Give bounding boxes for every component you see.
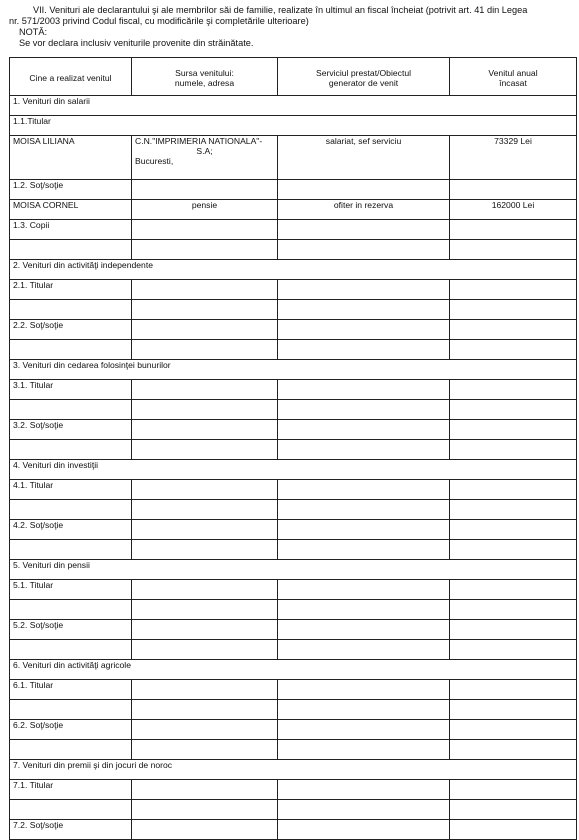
- empty-row: [10, 240, 577, 260]
- empty-row: [10, 640, 577, 660]
- empty-row: [10, 440, 577, 460]
- section-heading: 4. Venituri din investiţii: [10, 460, 577, 480]
- empty-row: [10, 300, 577, 320]
- section-heading: 1. Venituri din salarii: [10, 96, 577, 116]
- empty-row: [10, 500, 577, 520]
- subsection-heading: 6.2. Soţ/soţie: [10, 720, 132, 740]
- income-source: C.N."IMPRIMERIA NATIONALA"- S.A; Bucuresti,: [132, 136, 278, 180]
- section-row: [10, 660, 577, 680]
- note-label: NOTĂ:: [19, 27, 48, 37]
- empty-row: [10, 540, 577, 560]
- empty-row: [10, 700, 577, 720]
- income-holder-name: MOISA LILIANA: [10, 136, 132, 180]
- section-row: [10, 260, 577, 280]
- subsection-row: [10, 320, 577, 340]
- empty-row: [10, 600, 577, 620]
- subsection-row: [10, 480, 577, 500]
- subsection-heading: 2.2. Soţ/soţie: [10, 320, 132, 340]
- section-heading: 5. Venituri din pensii: [10, 560, 577, 580]
- section-title-line2: nr. 571/2003 privind Codul fiscal, cu modificările şi completările ulterioare): [9, 16, 309, 26]
- subsection-row: [10, 820, 577, 840]
- section-row: [10, 760, 577, 780]
- empty-row: [10, 400, 577, 420]
- section-heading: 7. Venituri din premii şi din jocuri de noroc: [10, 760, 577, 780]
- subsection-row: [10, 116, 577, 136]
- table-row: [10, 200, 577, 220]
- subsection-row: [10, 680, 577, 700]
- subsection-row: [10, 620, 577, 640]
- subsection-heading: 4.2. Soţ/soţie: [10, 520, 132, 540]
- note-text: Se vor declara inclusiv veniturile provenite din străinătate.: [19, 38, 254, 48]
- section-row: [10, 96, 577, 116]
- income-service: ofiter in rezerva: [278, 200, 450, 220]
- section-title-line1: VII. Venituri ale declarantului şi ale membrilor săi de familie, realizate în ultimul an fiscal încheiat (potrivit art. 41 din Legea: [33, 5, 528, 15]
- empty-row: [10, 340, 577, 360]
- header-row: [10, 58, 577, 96]
- income-amount: 73329 Lei: [450, 136, 577, 180]
- section-row: [10, 560, 577, 580]
- subsection-heading: 7.1. Titular: [10, 780, 132, 800]
- income-amount: 162000 Lei: [450, 200, 577, 220]
- section-row: [10, 360, 577, 380]
- subsection-heading: 5.2. Soţ/soţie: [10, 620, 132, 640]
- subsection-heading: 1.3. Copii: [10, 220, 132, 240]
- subsection-heading: 2.1. Titular: [10, 280, 132, 300]
- income-source: pensie: [132, 200, 278, 220]
- intro-block: [0, 0, 579, 60]
- header-service: Serviciul prestat/Obiectul generator de venit: [278, 58, 450, 96]
- subsection-row: [10, 380, 577, 400]
- header-who: Cine a realizat venitul: [10, 58, 132, 96]
- empty-row: [10, 740, 577, 760]
- subsection-row: [10, 280, 577, 300]
- subsection-heading: 4.1. Titular: [10, 480, 132, 500]
- subsection-row: [10, 420, 577, 440]
- subsection-row: [10, 780, 577, 800]
- subsection-row: [10, 580, 577, 600]
- section-heading: 2. Venituri din activităţi independente: [10, 260, 577, 280]
- table-row: [10, 136, 577, 180]
- empty-row: [10, 800, 577, 820]
- header-income: Venitul anual încasat: [450, 58, 577, 96]
- subsection-heading: 7.2. Soţ/soţie: [10, 820, 132, 840]
- header-source: Sursa venitului: numele, adresa: [132, 58, 278, 96]
- subsection-heading: 5.1. Titular: [10, 580, 132, 600]
- subsection-heading: 1.2. Soţ/soţie: [10, 180, 132, 200]
- section-row: [10, 460, 577, 480]
- income-service: salariat, sef serviciu: [278, 136, 450, 180]
- subsection-heading: 3.2. Soţ/soţie: [10, 420, 132, 440]
- subsection-row: [10, 720, 577, 740]
- subsection-heading: 3.1. Titular: [10, 380, 132, 400]
- income-table: [9, 57, 577, 840]
- subsection-heading: 6.1. Titular: [10, 680, 132, 700]
- subsection-heading: 1.1.Titular: [10, 116, 577, 136]
- subsection-row: [10, 520, 577, 540]
- subsection-row: [10, 220, 577, 240]
- section-heading: 3. Venituri din cedarea folosinţei bunurilor: [10, 360, 577, 380]
- income-holder-name: MOISA CORNEL: [10, 200, 132, 220]
- subsection-row: [10, 180, 577, 200]
- section-heading: 6. Venituri din activităţi agricole: [10, 660, 577, 680]
